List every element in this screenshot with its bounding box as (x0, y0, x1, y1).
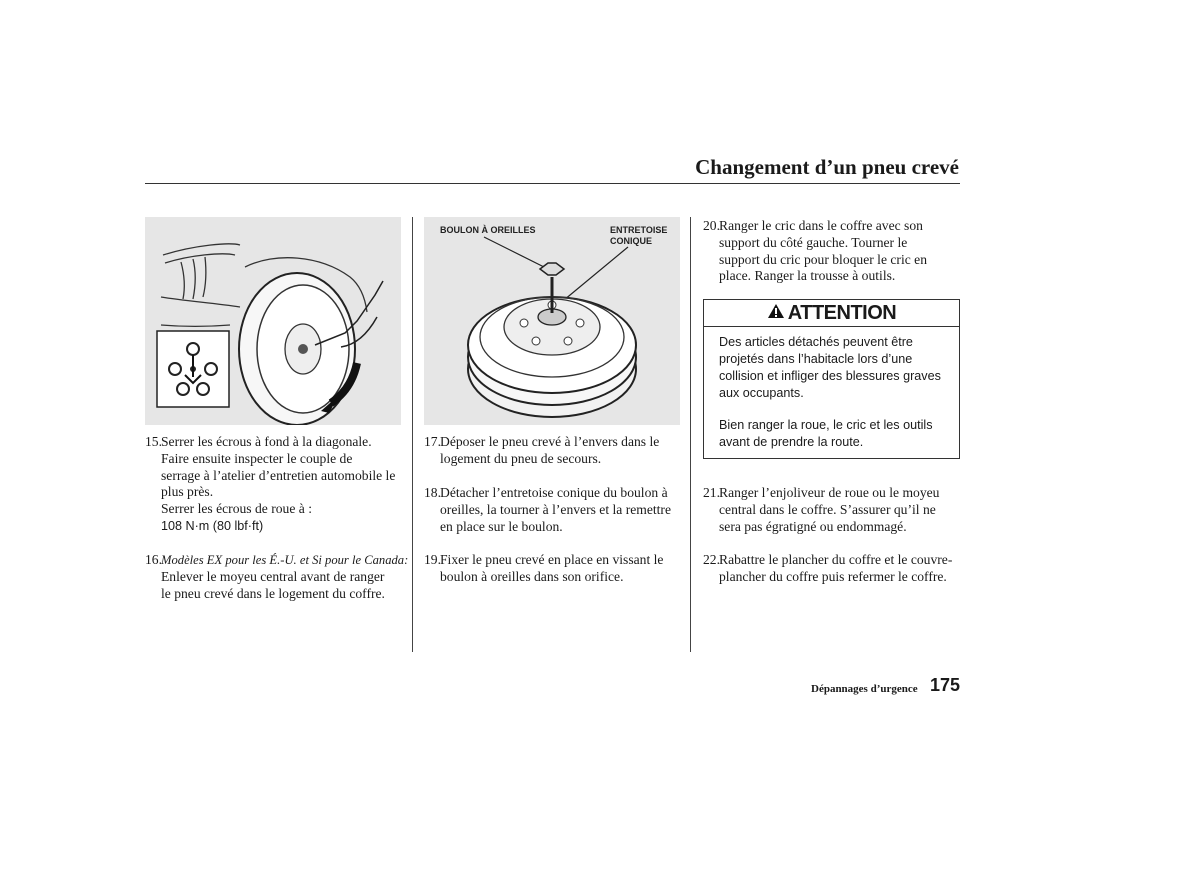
step-16: 16. Modèles EX pour les É.-U. et Si pour le Canada: Enlever le moyeu central avant de ranger le pneu crevé dans le logement du coffre. (145, 552, 409, 601)
attention-paragraph-1: Des articles détachés peuvent être projetés dans l’habitacle lors d’une collision et infliger des blessures graves aux occupants. (719, 335, 941, 400)
label-cone-spacer-1: ENTRETOISE (610, 225, 668, 235)
torque-value: 108 N·m (80 lbf·ft) (161, 518, 264, 533)
warning-triangle-icon (767, 302, 785, 325)
step-21: 21. Ranger l’enjoliveur de roue ou le moyeu central dans le coffre. S’assurer qu’il ne sera pas égratigné ou endommagé. (703, 485, 940, 534)
nut-pattern-inset (157, 331, 229, 407)
attention-header (704, 300, 959, 327)
step-20: 20. Ranger le cric dans le coffre avec son support du côté gauche. Tourner le support du cric pour bloquer le cric en place. Ranger la trousse à outils. (703, 218, 927, 284)
attention-box (703, 299, 960, 459)
label-cone-spacer-2: CONIQUE (610, 236, 653, 246)
attention-title: ATTENTION (787, 301, 897, 324)
column-divider (412, 217, 413, 652)
step-17: 17. Déposer le pneu crevé à l’envers dans le logement du pneu de secours. (424, 434, 660, 466)
model-applicability: Modèles EX pour les É.-U. et Si pour le Canada: (161, 553, 409, 567)
title-divider (145, 183, 960, 184)
figure-tighten-wheel-nuts (145, 217, 401, 425)
column-divider (690, 217, 691, 652)
figure-spare-tire-wing-bolt (424, 217, 680, 425)
label-wing-bolt: BOULON À OREILLES (440, 225, 536, 235)
attention-paragraph-2: Bien ranger la roue, le cric et les outils avant de prendre la route. (719, 418, 933, 449)
step-18: 18. Détacher l’entretoise conique du boulon à oreilles, la tourner à l’envers et la remettre en place sur le boulon. (424, 485, 671, 534)
page-title: Changement d’un pneu crevé (695, 155, 959, 179)
step-15: 15. Serrer les écrous à fond à la diagonale. Faire ensuite inspecter le couple de serrage à l’atelier d’entretien automobile le plus près. Serrer les écrous de roue à : 108 N·m (80 lbf·ft) (145, 434, 407, 535)
footer-section-name: Dépannages d’urgence (811, 683, 918, 695)
step-22: 22. Rabattre le plancher du coffre et le couvre- plancher du coffre puis refermer le coffre. (703, 552, 953, 584)
step-19: 19. Fixer le pneu crevé en place en vissant le boulon à oreilles dans son orifice. (424, 552, 664, 584)
spare-tire-drawing (468, 263, 636, 417)
page-number: 175 (930, 675, 961, 695)
